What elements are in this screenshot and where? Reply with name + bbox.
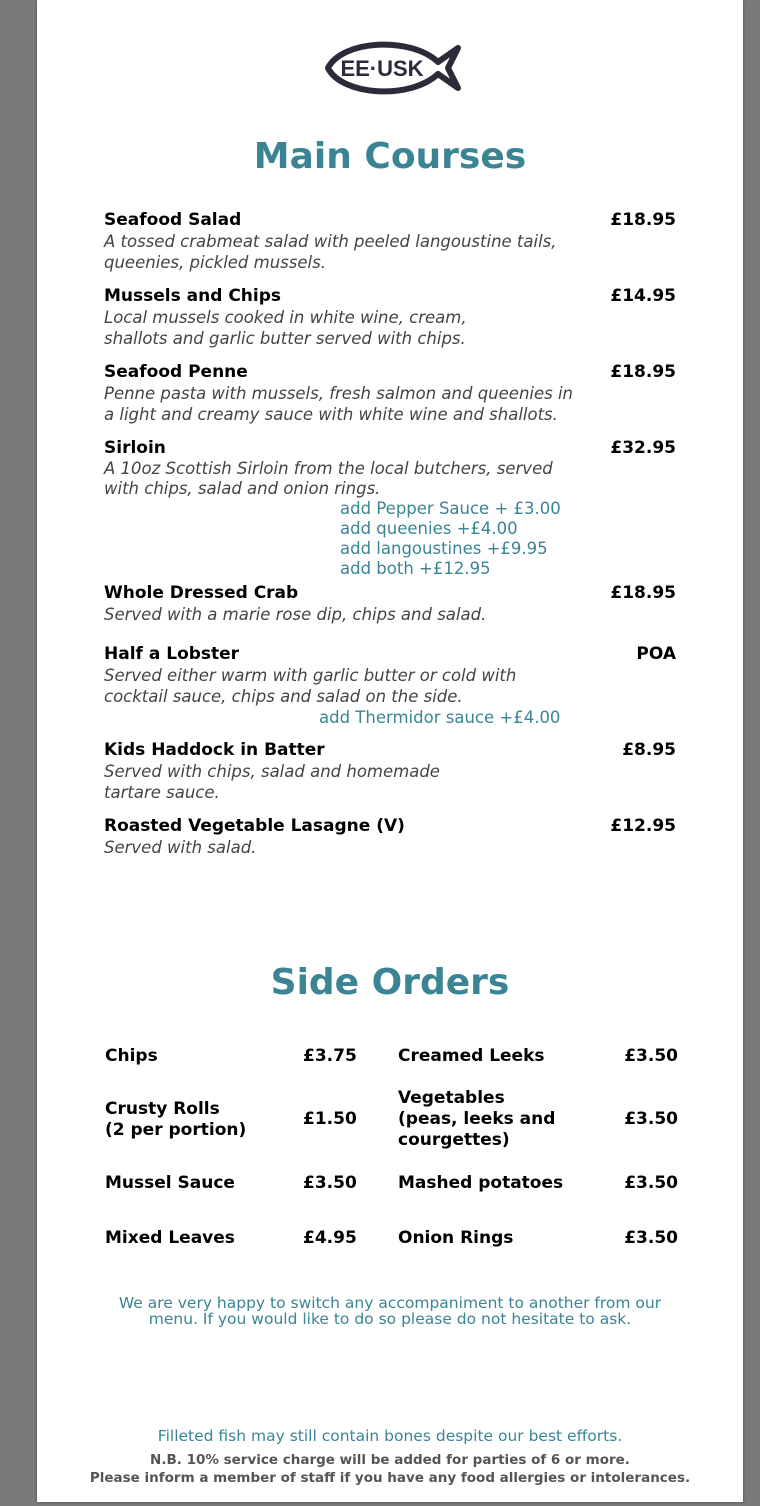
side-name: Crusty Rolls (105, 1099, 220, 1119)
item-description: A 10oz Scottish Sirloin from the local butchers, served (104, 459, 553, 478)
item-name: Half a Lobster (104, 644, 240, 664)
side-name: (2 per portion) (105, 1120, 247, 1140)
item-description: queenies, pickled mussels. (104, 253, 326, 272)
menu-item-seafood-salad (104, 210, 676, 273)
menu-item-sirloin (104, 438, 676, 579)
side-name: Mashed potatoes (398, 1173, 564, 1193)
side-price: £3.75 (303, 1046, 357, 1066)
item-price: £18.95 (610, 210, 676, 230)
service-charge-note: N.B. 10% service charge will be added for parties of 6 or more. (150, 1452, 630, 1468)
side-price: £3.50 (624, 1109, 678, 1129)
item-name: Whole Dressed Crab (104, 583, 299, 603)
item-name: Seafood Penne (104, 362, 248, 382)
side-price: £1.50 (303, 1109, 357, 1129)
item-description: cocktail sauce, chips and salad on the side. (104, 687, 463, 706)
side-name: (peas, leeks and (398, 1109, 556, 1129)
item-description: Served with a marie rose dip, chips and salad. (104, 605, 487, 624)
item-name: Kids Haddock in Batter (104, 740, 325, 760)
fish-logo-icon (320, 32, 464, 100)
item-name: Roasted Vegetable Lasagne (V) (104, 816, 405, 836)
item-price: £12.95 (610, 816, 676, 836)
addon-option: add both +£12.95 (340, 559, 491, 578)
item-description: Served with salad. (104, 838, 257, 857)
item-name: Seafood Salad (104, 210, 242, 230)
allergy-note: Please inform a member of staff if you have any food allergies or intolerances. (89, 1470, 691, 1486)
bones-note: Filleted fish may still contain bones despite our best efforts. (157, 1427, 623, 1445)
side-name: Chips (105, 1046, 158, 1066)
main-courses-heading: Main Courses (253, 136, 527, 177)
item-description: with chips, salad and onion rings. (104, 479, 381, 498)
restaurant-logo (320, 32, 464, 100)
side-name: Mussel Sauce (105, 1173, 235, 1193)
menu-item-seafood-penne (104, 362, 676, 425)
addon-option: add Pepper Sauce + £3.00 (340, 499, 561, 518)
lobster-addons (104, 707, 676, 728)
menu-item-half-a-lobster (104, 644, 676, 728)
item-price: £8.95 (622, 740, 676, 760)
side-name: courgettes) (398, 1130, 510, 1150)
item-description: Local mussels cooked in white wine, cream, (104, 308, 467, 327)
menu-item-kids-haddock (104, 740, 676, 803)
item-description: Served either warm with garlic butter or cold with (104, 666, 517, 685)
menu-page (37, 0, 743, 1502)
addon-option: add Thermidor sauce +£4.00 (319, 708, 561, 727)
side-price: £3.50 (624, 1173, 678, 1193)
sirloin-addons (104, 499, 676, 579)
side-name: Mixed Leaves (105, 1228, 235, 1248)
side-price: £3.50 (624, 1046, 678, 1066)
item-price: £18.95 (610, 362, 676, 382)
switch-note-line: menu. If you would like to do so please do not hesitate to ask. (148, 1310, 632, 1328)
item-price: POA (636, 644, 676, 664)
menu-item-vegetable-lasagne (104, 816, 676, 858)
switch-note-line: We are very happy to switch any accompaniment to another from our (118, 1294, 662, 1312)
side-name: Creamed Leeks (398, 1046, 545, 1066)
menu-item-mussels-and-chips (104, 286, 676, 349)
item-name: Sirloin (104, 438, 166, 458)
side-price: £3.50 (303, 1173, 357, 1193)
switch-note (37, 1295, 743, 1327)
item-description: shallots and garlic butter served with chips. (104, 329, 466, 348)
addon-option: add queenies +£4.00 (340, 519, 518, 538)
svg-text:EE·USK: EE·USK (340, 56, 424, 81)
item-name: Mussels and Chips (104, 286, 282, 306)
menu-item-whole-dressed-crab (104, 583, 676, 625)
item-price: £32.95 (610, 438, 676, 458)
item-description: A tossed crabmeat salad with peeled langoustine tails, (104, 232, 557, 251)
side-name: Vegetables (398, 1088, 505, 1108)
item-price: £14.95 (610, 286, 676, 306)
item-description: Served with chips, salad and homemade (104, 762, 440, 781)
side-price: £4.95 (303, 1228, 357, 1248)
side-name: Onion Rings (398, 1228, 514, 1248)
side-orders-heading: Side Orders (270, 962, 510, 1003)
item-description: tartare sauce. (104, 783, 220, 802)
item-description: a light and creamy sauce with white wine and shallots. (104, 405, 558, 424)
side-price: £3.50 (624, 1228, 678, 1248)
item-price: £18.95 (610, 583, 676, 603)
item-description: Penne pasta with mussels, fresh salmon and queenies in (104, 384, 574, 403)
addon-option: add langoustines +£9.95 (340, 539, 548, 558)
